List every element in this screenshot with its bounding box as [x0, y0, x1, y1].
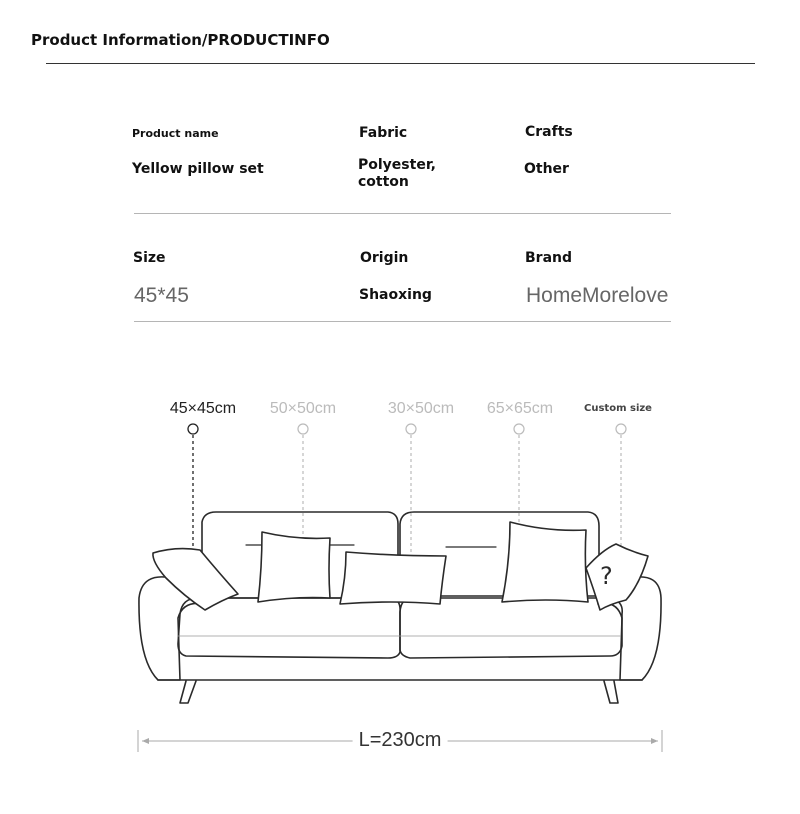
marker-custom[interactable]: [616, 424, 626, 434]
pillow-45x45: [153, 549, 238, 610]
seat-cushion-right: [400, 598, 622, 658]
crafts-value: Other: [524, 161, 569, 177]
page-title: Product Information/PRODUCTINFO: [31, 31, 330, 49]
marker-45x45[interactable]: [188, 424, 198, 434]
product-name-label: Product name: [132, 127, 219, 140]
sofa-drawing: [139, 512, 661, 703]
pillow-50x50: [258, 532, 330, 602]
origin-value: Shaoxing: [359, 287, 432, 303]
pillow-custom: [586, 544, 648, 610]
marker-65x65[interactable]: [514, 424, 524, 434]
size-value: 45*45: [134, 284, 189, 307]
fabric-value-line1: Polyester,: [358, 157, 436, 173]
sofa-length-label: L=230cm: [353, 729, 448, 752]
left-leg: [180, 681, 196, 703]
fabric-value-line2: cotton: [358, 174, 409, 190]
pillow-65x65: [502, 522, 588, 602]
size-label: Size: [133, 250, 166, 266]
fabric-label: Fabric: [359, 125, 408, 141]
marker-30x50[interactable]: [406, 424, 416, 434]
pillow-30x50: [340, 552, 446, 604]
origin-label: Origin: [360, 250, 409, 266]
size-option-50x50[interactable]: 50×50cm: [269, 400, 337, 417]
size-option-65x65[interactable]: 65×65cm: [486, 400, 554, 417]
brand-label: Brand: [525, 250, 573, 266]
size-option-30x50[interactable]: 30×50cm: [387, 400, 455, 417]
custom-question-mark: ?: [600, 562, 613, 590]
size-option-custom[interactable]: Custom size: [584, 403, 652, 414]
size-option-45x45[interactable]: 45×45cm: [169, 400, 237, 417]
crafts-label: Crafts: [525, 124, 573, 140]
right-leg: [604, 681, 618, 703]
product-name-value: Yellow pillow set: [132, 161, 264, 177]
marker-50x50[interactable]: [298, 424, 308, 434]
brand-value: HomeMorelove: [526, 284, 669, 307]
